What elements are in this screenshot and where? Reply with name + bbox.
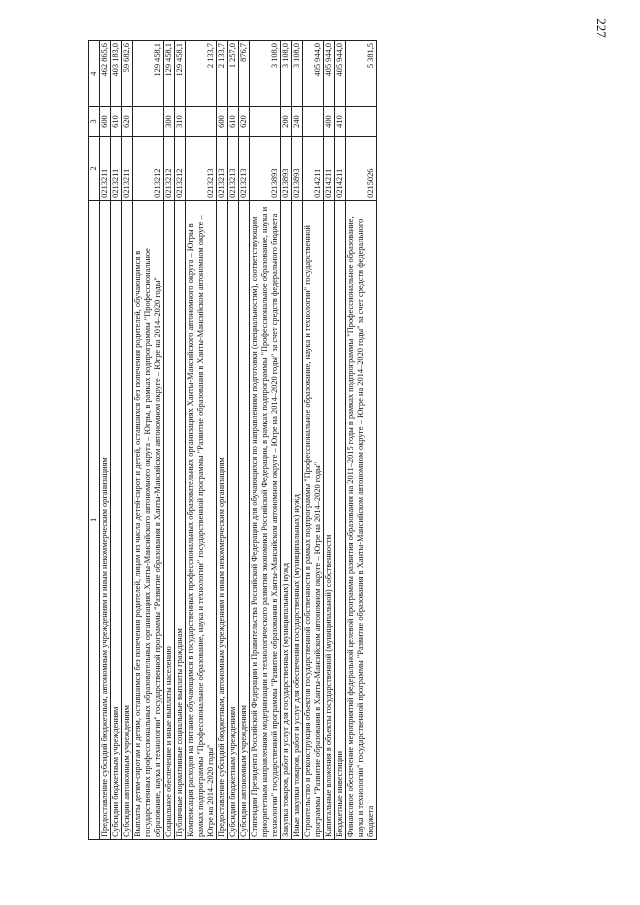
- table-row: [100, 41, 111, 840]
- row-csr-cell: 0214211: [324, 136, 335, 200]
- table-row: [292, 41, 303, 840]
- row-vr-cell: [133, 107, 164, 137]
- row-sum-cell: 5 381,5: [346, 41, 377, 107]
- row-vr-cell: [186, 107, 217, 137]
- table-row: [164, 41, 175, 840]
- row-vr-cell: 410: [335, 107, 346, 137]
- row-csr-cell: 0213213: [186, 136, 217, 200]
- row-sum-cell: 405 944,0: [303, 41, 324, 107]
- row-name-cell: Публичные нормативные социальные выплаты гражданам: [175, 200, 186, 839]
- row-sum-cell: 3 108,0: [281, 41, 292, 107]
- table-row: [111, 41, 122, 840]
- header-col-1: 1: [89, 200, 100, 839]
- row-csr-cell: 0213211: [122, 136, 133, 200]
- row-name-cell: Капитальные вложения в объекты государственной (муниципальной) собственности: [324, 200, 335, 839]
- page-number: 227: [593, 18, 609, 38]
- budget-table: [88, 40, 377, 840]
- row-name-cell: Предоставление субсидий бюджетным, автономным учреждениям и иным некоммерческим организациям: [100, 200, 111, 839]
- header-col-3: 3: [89, 107, 100, 137]
- row-name-cell: Субсидии автономным учреждениям: [122, 200, 133, 839]
- row-name-cell: Строительство и реконструкция объектов государственной собственности в рамках подпрограммы "Профессиональное образование, наука и технологии" государственной программы "Развитие образования в Ханты-Мансийском автономном округе – Югре на 2014–2020 годы": [303, 200, 324, 839]
- row-vr-cell: 200: [281, 107, 292, 137]
- row-csr-cell: 0214211: [303, 136, 324, 200]
- table-row: [228, 41, 239, 840]
- table-row: [122, 41, 133, 840]
- header-col-2: 2: [89, 136, 100, 200]
- header-col-4: 4: [89, 41, 100, 107]
- row-name-cell: Субсидии бюджетным учреждениям: [228, 200, 239, 839]
- row-vr-cell: [303, 107, 324, 137]
- row-sum-cell: 405 944,0: [324, 41, 335, 107]
- row-sum-cell: 403 183,0: [111, 41, 122, 107]
- row-sum-cell: 2 133,7: [186, 41, 217, 107]
- row-csr-cell: 0213211: [100, 136, 111, 200]
- row-name-cell: Бюджетные инвестиции: [335, 200, 346, 839]
- row-csr-cell: 0213212: [164, 136, 175, 200]
- table-row: [217, 41, 228, 840]
- row-sum-cell: 2 133,7: [217, 41, 228, 107]
- row-csr-cell: 0213213: [217, 136, 228, 200]
- table-row: [346, 41, 377, 840]
- row-vr-cell: 310: [175, 107, 186, 137]
- table-row: [186, 41, 217, 840]
- row-sum-cell: 462 865,6: [100, 41, 111, 107]
- row-csr-cell: 0213893: [281, 136, 292, 200]
- row-sum-cell: 876,7: [239, 41, 250, 107]
- table-row: [175, 41, 186, 840]
- row-csr-cell: 0215026: [346, 136, 377, 200]
- row-sum-cell: 129 458,1: [164, 41, 175, 107]
- rotated-page: [88, 40, 608, 840]
- row-name-cell: Субсидии бюджетным учреждениям: [111, 200, 122, 839]
- table-row: [281, 41, 292, 840]
- row-vr-cell: 620: [239, 107, 250, 137]
- row-vr-cell: [250, 107, 281, 137]
- row-vr-cell: 240: [292, 107, 303, 137]
- row-vr-cell: 600: [217, 107, 228, 137]
- table-row: [335, 41, 346, 840]
- row-vr-cell: 610: [111, 107, 122, 137]
- row-name-cell: Компенсация расходов на питание обучающимся в государственных профессиональных образовательных организациях Ханты-Мансийского автономного округа – Югры в рамках подпрограммы "Профессиональное образование, наука и технологии" государственной программы "Развитие образования в Ханты-Мансийском автономном округе – Югре на 2014–2020 годы": [186, 200, 217, 839]
- row-csr-cell: 0213211: [111, 136, 122, 200]
- row-vr-cell: 600: [100, 107, 111, 137]
- row-sum-cell: 129 458,1: [175, 41, 186, 107]
- table-body: [100, 41, 377, 840]
- row-sum-cell: 3 108,0: [250, 41, 281, 107]
- row-sum-cell: 3 108,0: [292, 41, 303, 107]
- row-vr-cell: 620: [122, 107, 133, 137]
- row-name-cell: Социальное обеспечение и иные выплаты населению: [164, 200, 175, 839]
- row-name-cell: Закупка товаров, работ и услуг для государственных (муниципальных) нужд: [281, 200, 292, 839]
- row-name-cell: Стипендии Президента Российской Федерации и Правительства Российской Федерации для обучающихся по направлениям подготовки (специальностям), соответствующим приоритетным направлениям модернизации и технологического развития экономики Российской Федерации, в рамках подпрограммы "Профессиональное образование, наука и технологии" государственной программы "Развитие образования в Ханты-Мансийском автономном округе – Югре на 2014–2020 годы" за счет средств федерального бюджета: [250, 200, 281, 839]
- row-csr-cell: 0214211: [335, 136, 346, 200]
- row-sum-cell: 405 944,0: [335, 41, 346, 107]
- row-csr-cell: 0213893: [250, 136, 281, 200]
- table-row: [239, 41, 250, 840]
- row-vr-cell: 300: [164, 107, 175, 137]
- row-csr-cell: 0213213: [239, 136, 250, 200]
- row-name-cell: Субсидии автономным учреждениям: [239, 200, 250, 839]
- row-csr-cell: 0213212: [133, 136, 164, 200]
- row-vr-cell: 610: [228, 107, 239, 137]
- row-name-cell: Предоставление субсидий бюджетным, автономным учреждениям и иным некоммерческим организациям: [217, 200, 228, 839]
- table-row: [133, 41, 164, 840]
- row-name-cell: Иные закупки товаров, работ и услуг для обеспечения государственных (муниципальных) нужд: [292, 200, 303, 839]
- row-name-cell: Финансовое обеспечение мероприятий федеральной целевой программы развития образования на 2011–2015 годы в рамках подпрограммы "Профессиональное образование, наука и технологии" государственной программы "Развитие образования в Ханты-Мансийском автономном округе – Югре на 2014–2020 годы" за счет средств федерального бюджета: [346, 200, 377, 839]
- table-header-row: [89, 41, 100, 840]
- row-vr-cell: [346, 107, 377, 137]
- table-row: [324, 41, 335, 840]
- row-sum-cell: 59 682,6: [122, 41, 133, 107]
- row-csr-cell: 0213213: [228, 136, 239, 200]
- table-row: [250, 41, 281, 840]
- row-sum-cell: 129 458,1: [133, 41, 164, 107]
- table-row: [303, 41, 324, 840]
- row-name-cell: Выплаты детям-сиротам и детям, оставшимся без попечения родителей, лицам из числа детей-сирот и детей, оставшихся без попечения родителей, обучающимся в государственных профессиональных образовательных организациях Ханты-Мансийского автономного округа – Югры, в рамках подпрограммы "Профессиональное образование, наука и технологии" государственной программы "Развитие образования в Ханты-Мансийском автономном округе – Югре на 2014–2020 годы": [133, 200, 164, 839]
- row-vr-cell: 400: [324, 107, 335, 137]
- row-sum-cell: 1 257,0: [228, 41, 239, 107]
- row-csr-cell: 0213212: [175, 136, 186, 200]
- row-csr-cell: 0213893: [292, 136, 303, 200]
